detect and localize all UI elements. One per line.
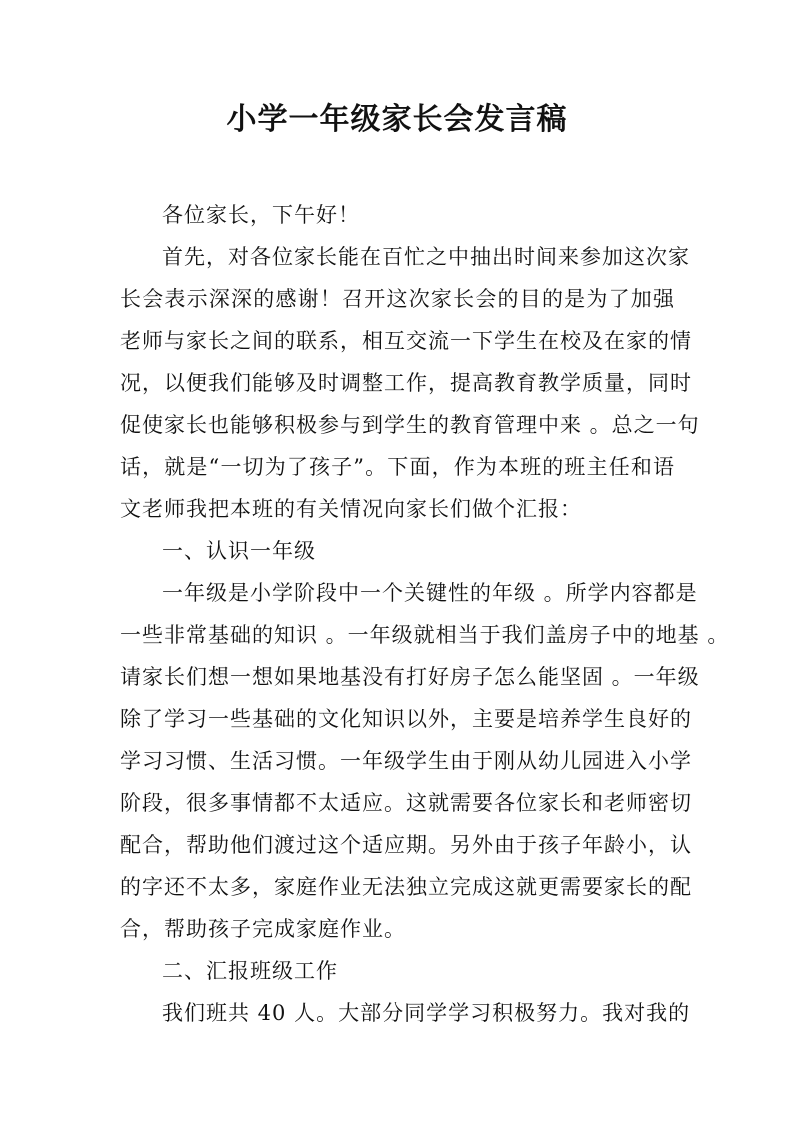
text-line: 我们班共 40 人。大部分同学学习积极努力。我对我的 <box>162 1001 691 1025</box>
text-line: 请家长们想一想如果地基没有打好房子怎么能坚固 。一年级 <box>120 665 700 689</box>
section-heading: 二、汇报班级工作 <box>162 959 338 983</box>
text-line: 况，以便我们能够及时调整工作，提高教育教学质量，同时 <box>120 371 692 395</box>
document-title: 小学一年级家长会发言稿 <box>226 102 568 137</box>
text-line: 配合，帮助他们渡过这个适应期。另外由于孩子年龄小，认 <box>120 833 692 857</box>
text-line: 除了学习一些基础的文化知识以外，主要是培养学生良好的 <box>120 707 692 731</box>
text-line: 老师与家长之间的联系，相互交流一下学生在校及在家的情 <box>120 329 692 353</box>
text-line: 阶段，很多事情都不太适应。这就需要各位家长和老师密切 <box>120 791 692 815</box>
text-line: 合，帮助孩子完成家庭作业。 <box>120 917 406 941</box>
text-line: 各位家长，下午好！ <box>162 203 360 227</box>
text-line: 长会表示深深的感谢！召开这次家长会的目的是为了加强 <box>120 287 675 311</box>
text-line: 文老师我把本班的有关情况向家长们做个汇报： <box>120 497 582 521</box>
text-line: 首先，对各位家长能在百忙之中抽出时间来参加这次家 <box>162 245 690 269</box>
text-line: 学习习惯、生活习惯。一年级学生由于刚从幼儿园进入小学 <box>120 749 692 773</box>
text-line: 一些非常基础的知识 。一年级就相当于我们盖房子中的地基 。 <box>120 623 730 647</box>
text-line: 话，就是“一切为了孩子”。下面，作为本班的班主任和语 <box>120 455 675 479</box>
text-line: 促使家长也能够积极参与到学生的教育管理中来 。总之一句 <box>120 413 700 437</box>
section-heading: 一、认识一年级 <box>162 539 316 563</box>
text-line: 的字还不太多，家庭作业无法独立完成这就更需要家长的配 <box>120 875 692 899</box>
text-line: 一年级是小学阶段中一个关键性的年级 。所学内容都是 <box>162 581 698 605</box>
